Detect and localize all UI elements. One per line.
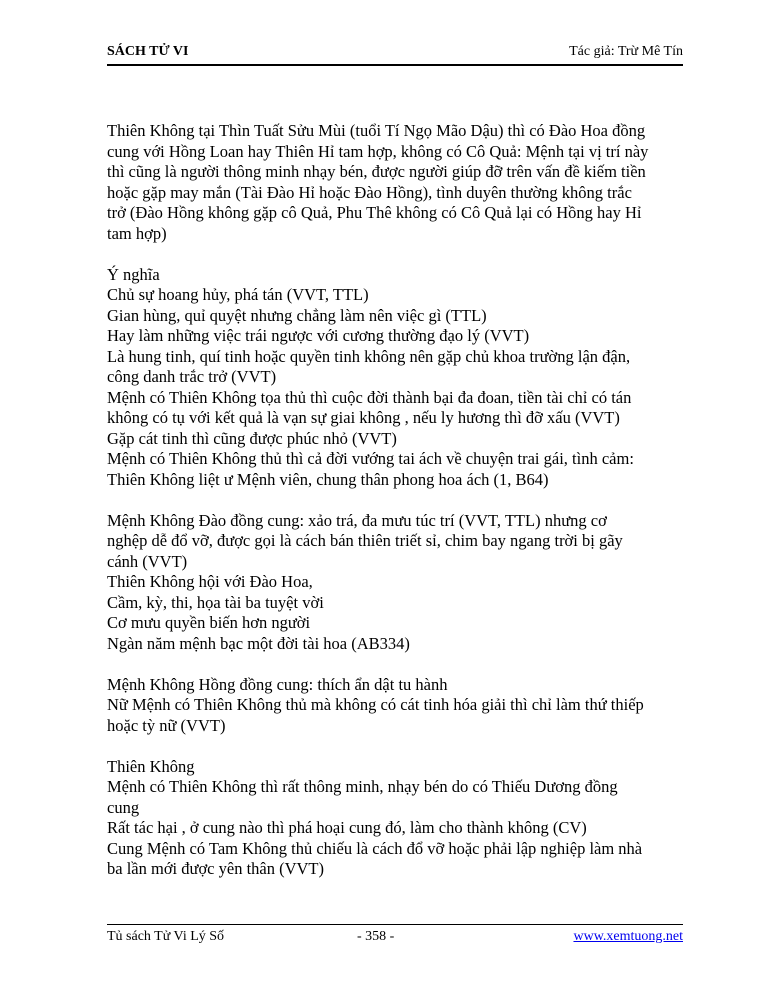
text-line: nghệp dễ đổ vỡ, được gọi là cách bán thiên triết sỉ, chim bay ngang trời bị gãy xyxy=(107,531,623,550)
page-footer xyxy=(107,929,683,949)
text-line: Ngàn năm mệnh bạc một đời tài hoa (AB334) xyxy=(107,633,410,653)
text-line: cung với Hồng Loan hay Thiên Hỉ tam hợp, không có Cô Quả: Mệnh tại vị trí này xyxy=(107,141,649,161)
page-number: - 358 - xyxy=(357,929,395,944)
footer-divider xyxy=(107,924,683,925)
text-line: Là hung tinh, quí tinh hoặc quyền tinh không nên gặp chủ khoa trường lận đận, xyxy=(107,346,631,366)
paragraph xyxy=(107,757,692,880)
text-line: Gian hùng, quỉ quyệt nhưng chẳng làm nên việc gì (TTL) xyxy=(107,305,487,325)
text-line: Chủ sự hoang hủy, phá tán (VVT, TTL) xyxy=(107,285,369,304)
text-line: Ý nghĩa xyxy=(107,264,160,284)
text-line: hoặc tỳ nữ (VVT) xyxy=(107,715,226,735)
text-line: Gặp cát tinh thì cũng được phúc nhỏ (VVT) xyxy=(107,428,397,448)
text-line: Cơ mưu quyền biến hơn người xyxy=(107,613,311,632)
page-header xyxy=(107,44,683,66)
text-line: Thiên Không xyxy=(107,756,195,776)
text-line: Thiên Không tại Thìn Tuất Sửu Mùi (tuổi Tí Ngọ Mão Dậu) thì có Đào Hoa đồng xyxy=(107,121,646,140)
text-line: Mệnh Không Hồng đồng cung: thích ẩn dật tu hành xyxy=(107,674,448,694)
paragraph xyxy=(107,511,692,655)
text-line: Rất tác hại , ở cung nào thì phá hoại cung đó, làm cho thành không (CV) xyxy=(107,818,587,837)
text-line: không có tụ với kết quả là vạn sự giai không , nếu ly hương thì đỡ xấu (VVT) xyxy=(107,408,620,427)
text-line: ba lần mới được yên thân (VVT) xyxy=(107,859,324,878)
author-credit: Tác giả: Trừ Mê Tín xyxy=(569,44,683,59)
text-line: Thiên Không liệt ư Mệnh viên, chung thân phong hoa ách (1, B64) xyxy=(107,469,549,489)
text-line: cánh (VVT) xyxy=(107,551,188,571)
text-line: Nữ Mệnh có Thiên Không thủ mà không có cát tinh hóa giải thì chỉ làm thứ thiếp xyxy=(107,695,644,714)
document-body xyxy=(107,121,692,900)
book-title: SÁCH TỬ VI xyxy=(107,44,189,59)
text-line: công danh trắc trở (VVT) xyxy=(107,367,277,386)
text-line: cung xyxy=(107,797,140,817)
text-line: trở (Đào Hồng không gặp cô Quả, Phu Thê không có Cô Quả lại có Hồng hay Hỉ xyxy=(107,203,642,222)
header-divider xyxy=(107,64,683,66)
text-line: Mệnh có Thiên Không tọa thủ thì cuộc đời thành bại đa đoan, tiền tài chỉ có tán xyxy=(107,387,632,407)
text-line: Cung Mệnh có Tam Không thủ chiếu là cách đổ vỡ hoặc phải lập nghiệp làm nhà xyxy=(107,838,643,858)
text-line: Mệnh Không Đào đồng cung: xảo trá, đa mưu túc trí (VVT, TTL) nhưng cơ xyxy=(107,510,607,530)
text-line: Thiên Không hội với Đào Hoa, xyxy=(107,572,313,591)
website-link[interactable]: www.xemtuong.net xyxy=(573,929,683,944)
text-line: Cầm, kỳ, thi, họa tài ba tuyệt vời xyxy=(107,592,324,612)
paragraph xyxy=(107,265,692,491)
paragraph xyxy=(107,675,692,737)
text-line: hoặc gặp may mắn (Tài Đào Hỉ hoặc Đào Hồng), tình duyên thường không trắc xyxy=(107,182,632,202)
text-line: tam hợp) xyxy=(107,223,167,243)
text-line: Hay làm những việc trái ngược với cương thường đạo lý (VVT) xyxy=(107,326,530,345)
text-line: Mệnh có Thiên Không thì rất thông minh, nhạy bén do có Thiếu Dương đồng xyxy=(107,777,618,796)
series-name: Tủ sách Tử Vi Lý Số xyxy=(107,929,225,944)
paragraph xyxy=(107,121,692,244)
text-line: Mệnh có Thiên Không thủ thì cả đời vướng tai ách về chuyện trai gái, tình cảm: xyxy=(107,449,634,468)
text-line: thì cũng là người thông minh nhạy bén, được người giúp đỡ trên vấn đề kiếm tiền xyxy=(107,162,646,181)
